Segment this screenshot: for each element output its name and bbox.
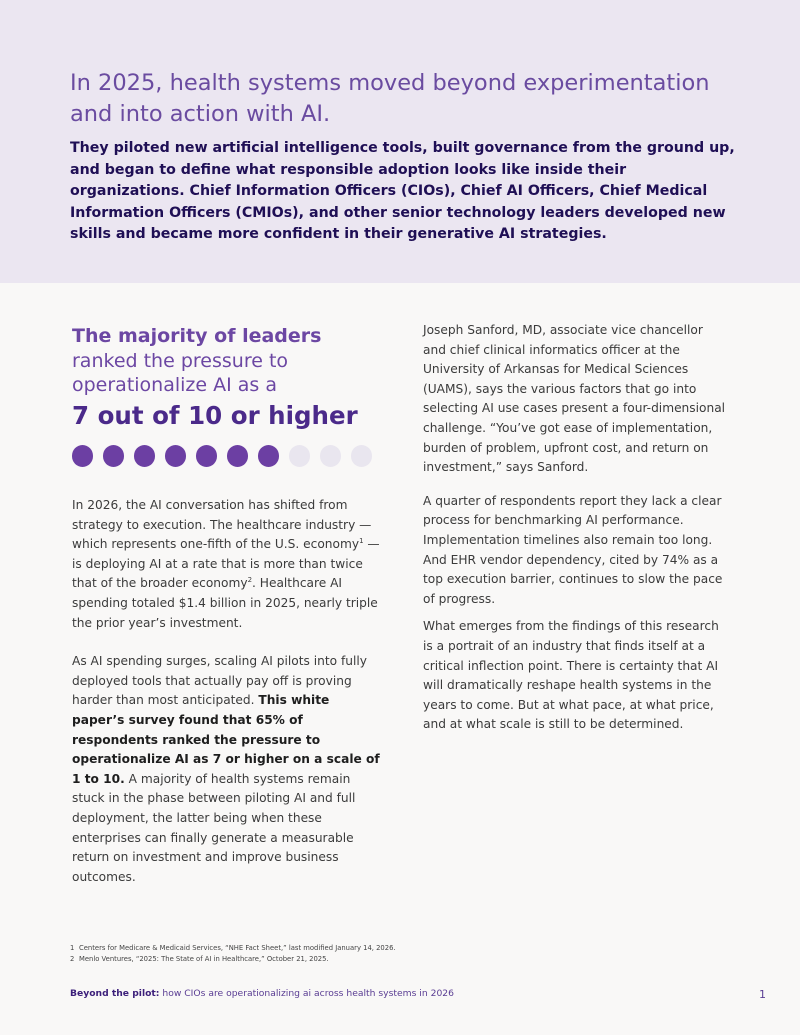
conclusion-paragraph: What emerges from the findings of this research is a portrait of an industry that finds itself at a critical inflection point. There is certainty that AI will dramatically reshape health systems in the years to come. But at what pace, at what price, and at what scale is still to be determined. (423, 619, 719, 732)
footnote-text: Centers for Medicare & Medicaid Services, “NHE Fact Sheet,” last modified January 14, 2026. (79, 944, 396, 952)
rating-dot-filled (227, 445, 248, 467)
hero-title: In 2025, health systems moved beyond experimentation and into action with AI. (70, 70, 710, 127)
intro-paragraph (72, 496, 382, 633)
footnotes (70, 943, 670, 964)
sanford-paragraph: Joseph Sanford, MD, associate vice chancellor and chief clinical informatics officer at the University of Arkansas for Medical Sciences (UAMS), says the various factors that go into selecting AI use cases present a four-dimensional challenge. “You’ve got ease of implementation, burden of problem, upfront cost, and return on investment,” says Sanford. (423, 323, 726, 475)
page-footer (70, 987, 730, 1001)
footnote-number: 1 (70, 944, 75, 952)
rating-dot-empty (289, 445, 310, 467)
rating-dots (72, 445, 382, 467)
intro-text-c: . Healthcare AI spending totaled $1.4 billion in 2025, nearly triple the prior year’s investment. (72, 576, 378, 630)
rating-dot-filled (103, 445, 124, 467)
intro-text-b: — is deploying AI at a rate that is more than twice that of the broader economy (72, 537, 380, 591)
benchmark-paragraph: A quarter of respondents report they lack a clear process for benchmarking AI performance. Implementation timelines also remain too long. And EHR vendor dependency, cited by 74% as a top execution barrier, continues to slow the pace of progress. (423, 493, 723, 606)
right-column (423, 321, 728, 735)
hero-subtitle: They piloted new artificial intelligence tools, built governance from the ground up, and began to define what responsible adoption looks like inside their organizations. Chief Information Officers (CIOs), Chief AI Officers, Chief Medical Information Officers (CMIOs), and other senior technology leaders developed new skills and became more confident in their generative AI strategies. (70, 140, 735, 242)
left-column (72, 323, 382, 887)
footnote-2 (70, 954, 670, 965)
stat-description: ranked the pressure to operationalize AI as a (72, 350, 289, 396)
stat-heading: The majority of leaders (72, 325, 322, 347)
footnote-text: Menlo Ventures, “2025: The State of AI in Healthcare,” October 21, 2025. (79, 954, 329, 963)
spending-paragraph (72, 652, 382, 887)
rating-dot-filled (72, 445, 93, 467)
hero-banner (0, 0, 800, 283)
spending-text-a: As AI spending surges, scaling AI pilots into fully deployed tools that actually pay off is proving harder than most anticipated. (72, 654, 367, 708)
rating-dot-filled (134, 445, 155, 467)
rating-dot-filled (165, 445, 186, 467)
spending-highlight: This white paper’s survey found that 65% of respondents ranked the pressure to operationalize AI as 7 or higher on a scale of 1 to 10. (72, 693, 380, 786)
intro-text-a: In 2026, the AI conversation has shifted from strategy to execution. The healthcare industry — which represents one-fifth of the U.S. economy (72, 498, 372, 552)
rating-dot-filled (258, 445, 279, 467)
page-number: 1 (759, 988, 766, 1001)
stat-callout (72, 323, 382, 467)
footnote-ref-2: 2 (247, 576, 253, 585)
footnote-ref-1: 1 (359, 537, 364, 546)
footer-title: Beyond the pilot: (70, 988, 160, 999)
rating-dot-filled (196, 445, 217, 467)
footnote-number: 2 (70, 954, 75, 963)
footnote-1 (70, 943, 670, 954)
rating-dot-empty (351, 445, 372, 467)
rating-dot-empty (320, 445, 341, 467)
footer-subtitle: how CIOs are operationalizing ai across health systems in 2026 (159, 988, 454, 999)
stat-value: 7 out of 10 or higher (72, 401, 358, 430)
spending-text-b: A majority of health systems remain stuck in the phase between piloting AI and full deployment, the latter being when these enterprises can finally generate a measurable return on investment and improve business outcomes. (72, 771, 356, 884)
